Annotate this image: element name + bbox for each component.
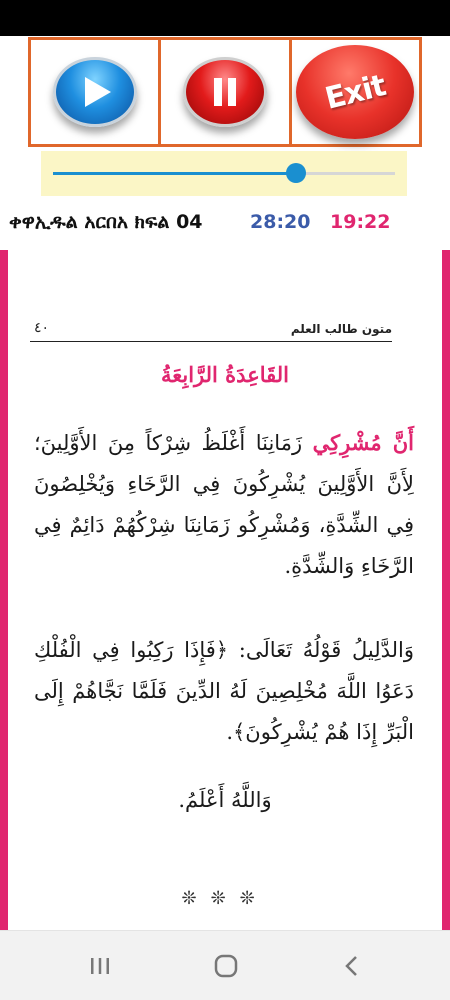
exit-icon	[296, 45, 414, 139]
track-info	[0, 205, 450, 245]
seek-thumb[interactable]	[286, 163, 306, 183]
book-title: متون طالب العلم	[290, 322, 392, 336]
page-edge-right	[442, 250, 450, 930]
elapsed-time: 28:20	[250, 211, 311, 233]
page-edge-left	[0, 250, 8, 930]
seek-fill	[53, 172, 296, 175]
player-toolbar	[28, 37, 422, 147]
play-button[interactable]	[28, 37, 161, 147]
rule-heading: القَاعِدَةُ الرَّابِعَةُ	[160, 362, 289, 387]
paragraph-2: وَالدَّلِيلُ قَوْلُهُ تَعَالَى: ﴿فَإِذَا رَكِبُوا فِي الْفُلْكِ دَعَوُا اللَّهَ مُخْلِصِينَ لَهُ الدِّينَ فَلَمَّا نَجَّاهُمْ إِلَى الْبَرِّ إِذَا هُمْ يُشْرِكُونَ﴾.	[34, 638, 414, 744]
back-icon	[339, 953, 365, 979]
recents-icon	[87, 953, 113, 979]
track-title: ቀዋኢዱል አርበአ ክፍል 04	[9, 211, 203, 233]
page-header	[30, 320, 392, 342]
home-icon	[213, 953, 239, 979]
status-bar	[0, 0, 450, 36]
page-number: ٤٠	[34, 320, 50, 336]
pause-icon	[183, 57, 267, 127]
paragraph-1-text: زَمَانِنَا أَغْلَظُ شِرْكاً مِنَ الأَوَّلِينَ؛ لِأَنَّ الأَوَّلِينَ يُشْرِكُونَ فِي الرَّخَاءِ وَيُخْلِصُونَ فِي الشِّدَّةِ، وَمُشْرِكُو زَمَانِنَا شِرْكُهُمْ دَائِمٌ فِي الرَّخَاءِ وَالشِّدَّةِ.	[34, 431, 414, 578]
closing-line: وَاللَّهُ أَعْلَمُ.	[178, 788, 272, 812]
book-page	[0, 250, 450, 930]
pause-button[interactable]	[161, 37, 291, 147]
play-icon	[53, 57, 137, 127]
separator-stars: ❊❊❊	[181, 888, 269, 909]
exit-label: Exit	[321, 67, 389, 117]
paragraph-1-highlight: أَنَّ مُشْرِكِي	[312, 430, 415, 455]
total-time: 19:22	[330, 211, 391, 233]
home-button[interactable]	[196, 949, 256, 983]
system-nav-bar	[0, 930, 450, 1000]
seek-panel	[41, 151, 407, 196]
back-button[interactable]	[322, 949, 382, 983]
paragraph-1	[34, 422, 414, 587]
seek-track[interactable]	[53, 172, 395, 175]
exit-button[interactable]	[292, 37, 422, 147]
recents-button[interactable]	[70, 949, 130, 983]
